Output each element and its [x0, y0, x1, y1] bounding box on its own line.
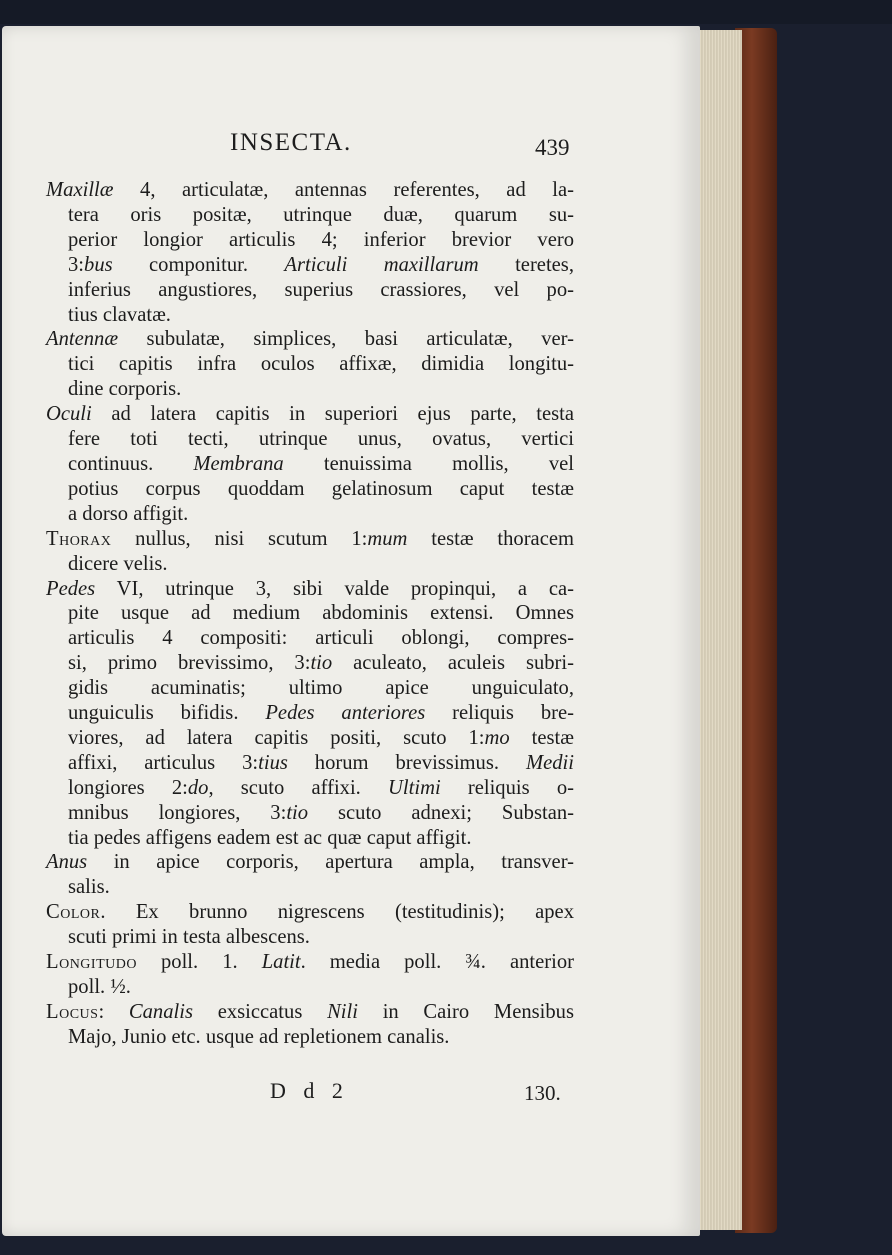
paragraph: [46, 327, 574, 402]
text-line: [46, 875, 574, 900]
background-top: [0, 0, 892, 24]
body-text: [46, 178, 574, 1050]
text-run: aculeato, aculeis subri-: [332, 652, 574, 675]
text-run: Majo, Junio etc. usque ad repletionem canalis.: [68, 1025, 450, 1048]
smallcaps-term: Color: [46, 901, 101, 924]
smallcaps-term: Thorax: [46, 527, 112, 550]
text-line: [46, 527, 574, 552]
text-run: , scuto affixi.: [208, 776, 389, 799]
italic-term: Oculi: [46, 403, 92, 426]
book-page: [2, 26, 700, 1236]
text-line: [46, 352, 574, 377]
text-line: [46, 577, 574, 602]
text-run: :: [98, 1000, 129, 1023]
italic-term: Nili: [327, 1000, 358, 1023]
text-line: [46, 900, 574, 925]
text-run: dicere velis.: [68, 552, 168, 575]
paragraph: [46, 178, 574, 327]
text-line: [46, 726, 574, 751]
text-run: tera oris positæ, utrinque duæ, quarum su-: [68, 203, 574, 226]
text-line: [46, 402, 574, 427]
smallcaps-term: Locus: [46, 1000, 99, 1023]
paragraph: [46, 900, 574, 950]
text-run: longiores 2:: [68, 776, 188, 799]
text-line: [46, 776, 574, 801]
italic-term: Medii: [525, 751, 574, 774]
text-run: teretes,: [478, 253, 574, 276]
text-run: viores, ad latera capitis positi, scuto 1:: [68, 726, 485, 749]
text-run: testæ: [509, 726, 574, 749]
text-line: [46, 452, 574, 477]
text-run: tius clavatæ.: [68, 303, 171, 326]
catchword: 130.: [524, 1081, 561, 1105]
text-line: [46, 327, 574, 352]
text-line: [46, 1000, 574, 1025]
text-run: componitur.: [112, 253, 285, 276]
text-run: testæ thoracem: [407, 527, 574, 550]
italic-term: mo: [484, 726, 510, 749]
text-line: [46, 701, 574, 726]
text-run: scuti primi in testa albescens.: [68, 926, 310, 949]
text-line: [46, 626, 574, 651]
text-run: fere toti tecti, utrinque unus, ovatus, vertici: [68, 428, 574, 451]
text-line: [46, 651, 574, 676]
text-line: [46, 477, 574, 502]
paragraph: [46, 850, 574, 900]
text-run: gidis acuminatis; ultimo apice unguiculato,: [68, 677, 574, 700]
italic-term: do: [187, 776, 209, 799]
text-line: [46, 1025, 574, 1050]
text-line: [46, 975, 574, 1000]
text-line: [46, 253, 574, 278]
text-line: [46, 801, 574, 826]
paragraph: [46, 402, 574, 527]
text-run: articulis 4 compositi: articuli oblongi, compres-: [68, 627, 574, 650]
paragraph: [46, 527, 574, 577]
italic-term: bus: [84, 253, 113, 276]
text-line: [46, 502, 574, 527]
text-run: 4, articulatæ, antennas referentes, ad la-: [113, 179, 574, 201]
italic-term: Anus: [46, 851, 88, 874]
text-run: a dorso affigit.: [68, 502, 189, 525]
italic-term: Ultimi: [388, 776, 441, 799]
text-run: pite usque ad medium abdominis extensi. Omnes: [68, 602, 574, 625]
text-line: [46, 203, 574, 228]
text-run: in apice corporis, apertura ampla, transver-: [87, 851, 574, 874]
text-line: [46, 178, 574, 203]
text-run: potius corpus quoddam gelatinosum caput testæ: [68, 477, 574, 500]
italic-term: Pedes: [46, 577, 96, 600]
text-run: tia pedes affigens eadem est ac quæ caput affigit.: [68, 826, 472, 849]
italic-term: tio: [310, 652, 333, 675]
text-run: VI, utrinque 3, sibi valde propinqui, a ca-: [95, 577, 574, 600]
italic-term: tius: [258, 751, 288, 774]
text-line: [46, 427, 574, 452]
text-line: [46, 601, 574, 626]
text-line: [46, 278, 574, 303]
running-title: INSECTA.: [230, 129, 352, 156]
smallcaps-term: Longitudo: [46, 951, 137, 974]
italic-term: Articuli maxillarum: [284, 253, 479, 276]
text-line: [46, 826, 574, 851]
text-run: . media poll. ¾. anterior: [300, 951, 575, 974]
text-line: [46, 228, 574, 253]
text-run: in Cairo Mensibus: [357, 1000, 574, 1023]
text-run: tenuissima mollis, vel: [283, 452, 574, 475]
text-run: reliquis bre-: [425, 702, 574, 725]
text-run: exsiccatus: [192, 1000, 328, 1023]
text-line: [46, 751, 574, 776]
text-run: dine corporis.: [68, 378, 182, 401]
text-line: [46, 950, 574, 975]
page-number: 439: [535, 135, 570, 160]
text-run: horum brevissimus.: [287, 751, 526, 774]
text-run: poll. 1.: [136, 951, 262, 974]
text-run: ad latera capitis in superiori ejus parte, testa: [91, 403, 574, 426]
text-line: [46, 552, 574, 577]
text-line: [46, 850, 574, 875]
italic-term: mum: [367, 527, 408, 550]
text-run: perior longior articulis 4; inferior brevior vero: [68, 228, 574, 251]
italic-term: Latit: [261, 951, 301, 974]
italic-term: Membrana: [193, 452, 284, 475]
italic-term: tio: [286, 801, 309, 824]
signature-mark: D d 2: [270, 1078, 349, 1103]
paragraph: [46, 577, 574, 851]
paragraph: [46, 1000, 574, 1050]
italic-term: Antennæ: [46, 328, 119, 351]
text-run: salis.: [68, 876, 110, 899]
italic-term: Maxillæ: [46, 179, 114, 201]
text-run: inferius angustiores, superius crassiores, vel po-: [68, 278, 574, 301]
italic-term: Pedes anteriores: [265, 702, 426, 725]
text-run: . Ex brunno nigrescens (testitudinis); apex: [100, 901, 574, 924]
text-run: unguiculis bifidis.: [68, 702, 266, 725]
text-run: tici capitis infra oculos affixæ, dimidia longitu-: [68, 353, 574, 376]
text-line: [46, 377, 574, 402]
text-line: [46, 676, 574, 701]
text-run: nullus, nisi scutum 1:: [111, 527, 368, 550]
paragraph: [46, 950, 574, 1000]
text-run: mnibus longiores, 3:: [68, 801, 287, 824]
page-header: [2, 129, 700, 163]
text-line: [46, 925, 574, 950]
text-run: subulatæ, simplices, basi articulatæ, ver-: [118, 328, 574, 351]
italic-term: Canalis: [128, 1000, 193, 1023]
text-run: affixi, articulus 3:: [68, 751, 259, 774]
text-run: reliquis o-: [440, 776, 574, 799]
text-run: scuto adnexi; Substan-: [308, 801, 574, 824]
text-line: [46, 303, 574, 328]
page-footer: [2, 1078, 700, 1108]
text-run: poll. ½.: [68, 976, 131, 998]
text-run: continuus.: [68, 452, 194, 475]
text-run: 3:: [68, 253, 85, 276]
text-run: si, primo brevissimo, 3:: [68, 652, 311, 675]
